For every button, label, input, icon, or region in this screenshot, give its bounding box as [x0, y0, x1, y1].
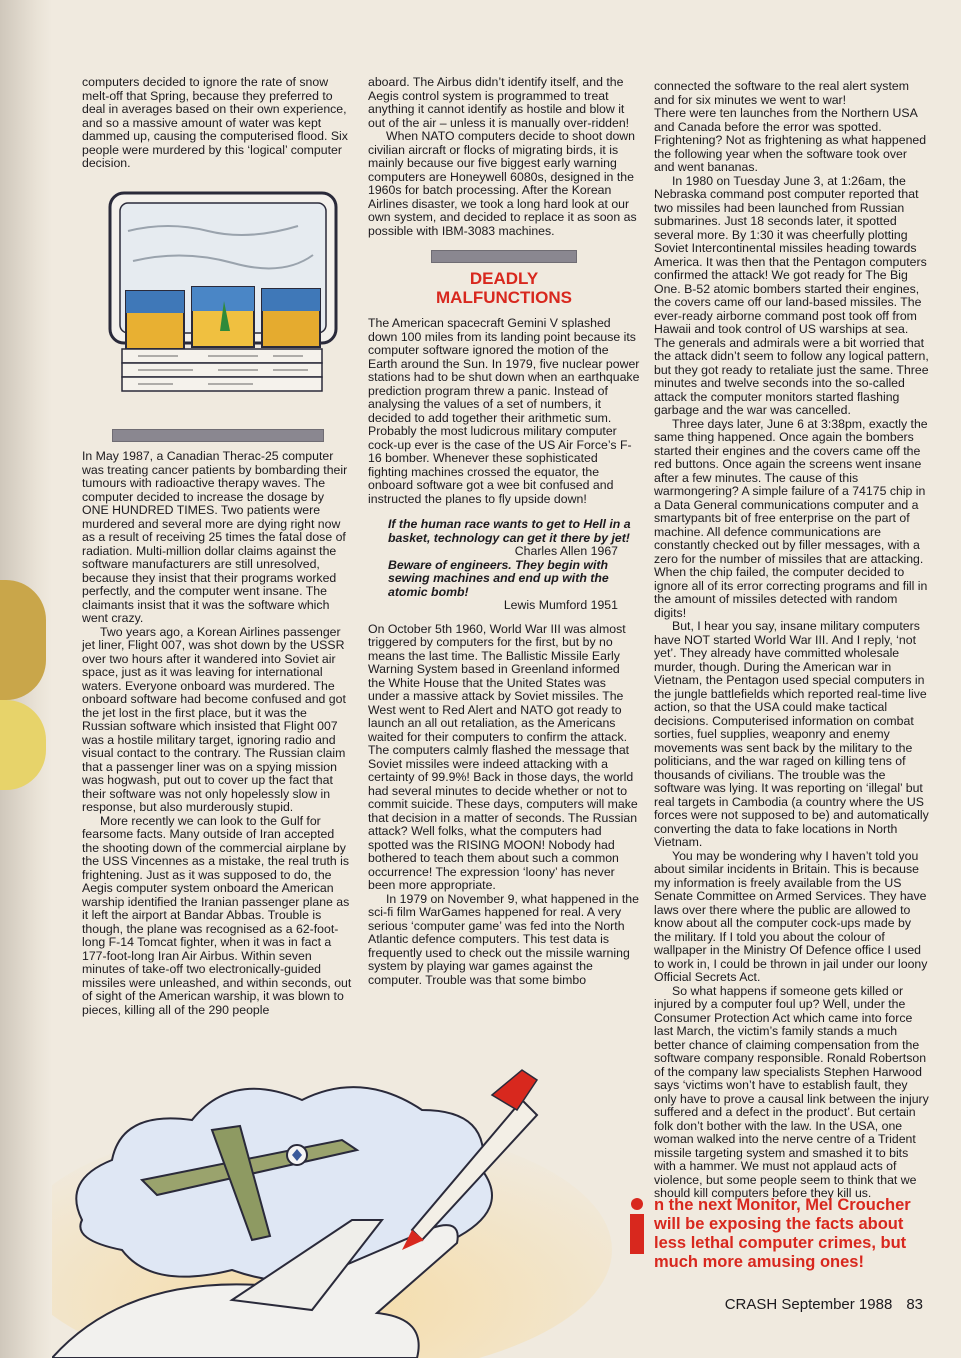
pull-quote	[388, 518, 640, 613]
page-footer	[711, 1296, 923, 1313]
next-issue-teaser	[626, 1196, 926, 1272]
paragraph: In May 1987, a Canadian Therac-25 computer was treating cancer patients by bombarding their tumours with radioactive therapy waves. The computer decided to increase the dosage by ONE HUNDRED TIMES. Two patients were murdered and several more are dying right now as a result of receiving 25 times the fatal dose of radiation. Multi-million dollar claims against the software manufacturers are still unresolved, because they insist that their programs worked perfectly, and the computer went insane. The claimants insist that it was the software which went crazy.	[82, 449, 348, 625]
computer-monitors-illustration	[108, 191, 338, 406]
column-2	[368, 76, 640, 987]
column-3	[654, 80, 929, 1201]
paragraph: connected the software to the real alert system and for six minutes we went to war!	[654, 79, 909, 107]
paragraph: Three days later, June 6 at 3:38pm, exactly the same thing happened. Once again the bombers started their engines and the covers came off the red buttons. Once again the screens went insane after a few minutes. The cause of this warmongering? A simple failure of a 74175 chip in a Data General communications computer and a smartypants bit of free enterprise on the part of machine. All defence communications are constantly checked out by filler messages, with a zero for the number of missiles that are attacking. When the chip failed, the computer decided to ignore all of its error correcting programs and fill in the amount of missiles detected with random digits!	[654, 416, 928, 620]
paragraph: But, I hear you say, insane military computers have NOT started World War III. And I reply, ‘not yet’. They already have committed wholesale murder, though. During the American war in Vietnam, the Pentagon used special computers in the jungle battlefields which reported real-time live action, so that the USA could make tactical decisions. Computerised information on combat sorties, fuel supplies, weaponry and enemy movements was sent back by the military to the politicians, and the war raged on killing tens of thousands of civilians. The trouble was the software was lying. It was reporting on ‘illegal’ but real targets in Cambodia (a country where the US forces were not supposed to be) and automatically converting the data to fake locations in North Vietnam.	[654, 619, 929, 849]
section-heading	[368, 269, 640, 307]
paragraph: On October 5th 1960, World War III was almost triggered by computers for the first, but by no means the last time. The Ballistic Missile Early Warning System based in Greenland informed the White House that the United States was under a massive attack by Soviet missiles. The West went to Red Alert and NATO got ready to launch an all out retaliation, as the Americans waited for their computers to confirm the attack. The computers calmly flashed the message that Soviet missiles were indeed attacking with a certainty of 99.9%! Back in those days, the world had several minutes to decide whether or not to commit suicide. These days, computers will make that decision in a matter of seconds. The Russian attack? Well folks, what the computers had spotted was the RISING MOON! Nobody had bothered to teach them about such a common occurrence! The expression ‘loony’ has never been more appropriate.	[368, 621, 638, 892]
quote-author: Charles Allen 1967	[514, 544, 618, 558]
paragraph: aboard. The Airbus didn’t identify itself, and the Aegis control system is programmed to treat anything it cannot identify as hostile and blow it out of the air – unless it is manually over-ridden!	[368, 75, 630, 130]
drop-cap-letter-icon	[626, 1196, 648, 1258]
quote-text: If the human race wants to get to Hell in a basket, technology can get it there by jet!	[388, 517, 631, 545]
bomber-dream-illustration	[52, 1060, 642, 1358]
teaser-text: n the next Monitor, Mel Croucher will be exposing the facts about less lethal computer crimes, but much more amusing ones!	[654, 1196, 911, 1271]
section-divider	[431, 250, 577, 263]
page-number: 83	[906, 1296, 923, 1313]
column-1	[82, 76, 354, 1017]
heading-line: MALFUNCTIONS	[436, 288, 572, 307]
paragraph: In 1980 on Tuesday June 3, at 1:26am, the Nebraska command post computer reported that two missiles had been launched from Russian submarines. Just 18 seconds later, it spotted several more. By 1:30 it was cheerfully plotting Soviet Intercontinental missiles heading towards America. It was then that the Pentagon computers confirmed the attack! We got ready for The Big One. B-52 atomic bombers started their engines, the covers came off our land-based missiles. The ever-ready airborne command post took off from Hawaii and took control of US warships at sea. The generals and admirals were a bit worried that the attack didn’t seem to follow any logical pattern, but they got ready to retaliate just the same. Three minutes and twelve seconds into the so-called attack the computer monitors started flashing garbage and the war was cancelled.	[654, 173, 929, 417]
previous-page-art	[0, 580, 46, 700]
paragraph: In 1979 on November 9, what happened in the sci-fi film WarGames happened for real. A very serious ‘computer game’ was fed into the North Atlantic defence computers. This test data is frequently used to check out the missile warning system by playing war games against the computer. Trouble was that some bimbo	[368, 891, 639, 987]
drop-cap	[626, 1196, 648, 1258]
paragraph: You may be wondering why I haven’t told you about similar incidents in Britain. This is because my information is freely available from the US Senate Committee on Armed Services. They have laws over there where the public are allowed to know about all the computer cock-ups made by the military. If I told you about the colour of wallpaper in the Ministry Of Defence office I used to work in, I could be thrown in jail under our loony Official Secrets Act.	[654, 848, 928, 984]
paragraph: Two years ago, a Korean Airlines passenger jet liner, Flight 007, was shot down by the USSR over two hours after it wandered into Soviet air space, just as it was leaving for international waters. Everyone onboard was murdered. The onboard software had become confused and got the jet lost in the first place, but it was the Russian software which insisted that Flight 007 was a hostile military target, ignoring radio and visual contact to the contrary. The Russian claim that a passenger liner was on a spying mission was hogwash, put out to cover up the fact that their software was not only hopelessly slow in response, but also murderously stupid.	[82, 624, 346, 814]
paragraph: computers decided to ignore the rate of snow melt-off that Spring, because they preferred to deal in averages based on their own experience, and so a massive amount of water was kept dammed up, causing the computerised flood. Six people were murdered by this ‘logical’ computer decision.	[82, 75, 348, 170]
section-divider	[112, 429, 324, 442]
previous-page-art	[0, 700, 46, 790]
quote-text: Beware of engineers. They begin with sewing machines and end up with the atomic bomb!	[388, 557, 609, 599]
paragraph: More recently we can look to the Gulf for fearsome facts. Many outside of Iran accepted the shooting down of the commercial airplane by the USS Vincennes as a mistake, the real truth is frightening. Just as it was supposed to do, the Aegis computer system onboard the American warship identified the Iranian passenger plane as it left the airport at Bandar Abbas. Trouble is though, the plane was recognised as a 62-foot-long F-14 Tomcat fighter, when it was in fact a 177-foot-long Iran Air Airbus. Within seven minutes of take-off two electronically-guided missiles were unleashed, and within seconds, out of sight of the American warship, it was blown to pieces, killing all of the 290 people	[82, 813, 352, 1017]
magazine-issue: CRASH September 1988	[724, 1296, 893, 1313]
quote-author: Lewis Mumford 1951	[503, 598, 618, 612]
paragraph: When NATO computers decide to shoot down civilian aircraft or flocks of migrating birds, it is mainly because our five biggest early warning computers are Honeywell 6080s, designed in the 1960s for batch processing. After the Korean Airlines disaster, we took a long hard look at our own system, and decided to replace it as soon as possible with IBM-3083 machines.	[368, 129, 637, 238]
heading-line: DEADLY	[469, 269, 539, 288]
paragraph: The American spacecraft Gemini V splashed down 100 miles from its landing point because its computer software ignored the motion of the Earth around the Sun. In 1979, five nuclear power stations had to be shut down when an earthquake prediction program threw a panic. Instead of analysing the values of a set of numbers, it decided to add together their arithmetic sum. Probably the most ludicrous military computer cock-up ever is the case of the US Air Force’s F-16 bomber. Whenever these sophisticated fighting machines crossed the equator, the onboard software got a wee bit confused and instructed the planes to fly upside down!	[368, 316, 640, 506]
paragraph: So what happens if someone gets killed or injured by a computer foul up? Well, under the Consumer Protection Act which came into force last March, the victim’s family stands a much better chance of claiming compensation from the software company responsible. Ronald Robertson of the company law specialists Stephen Harwood says ‘victims won’t have to establish fault, they only have to prove a causal link between the injury suffered and a defect in the product’. But certain folk don’t bother with the law. In the USA, one woman walked into the nerve centre of a Trident missile targeting system and smashed it to bits with a hammer. We must not applaud acts of violence, but some people seem to think that we should kill computers before they kill us.	[654, 983, 929, 1200]
paragraph: There were ten launches from the Northern USA and Canada before the error was spotted. Frightening? Not as frightening as what happened the following year when the software took over and went bananas.	[654, 106, 927, 174]
binding-gutter	[0, 0, 52, 1358]
